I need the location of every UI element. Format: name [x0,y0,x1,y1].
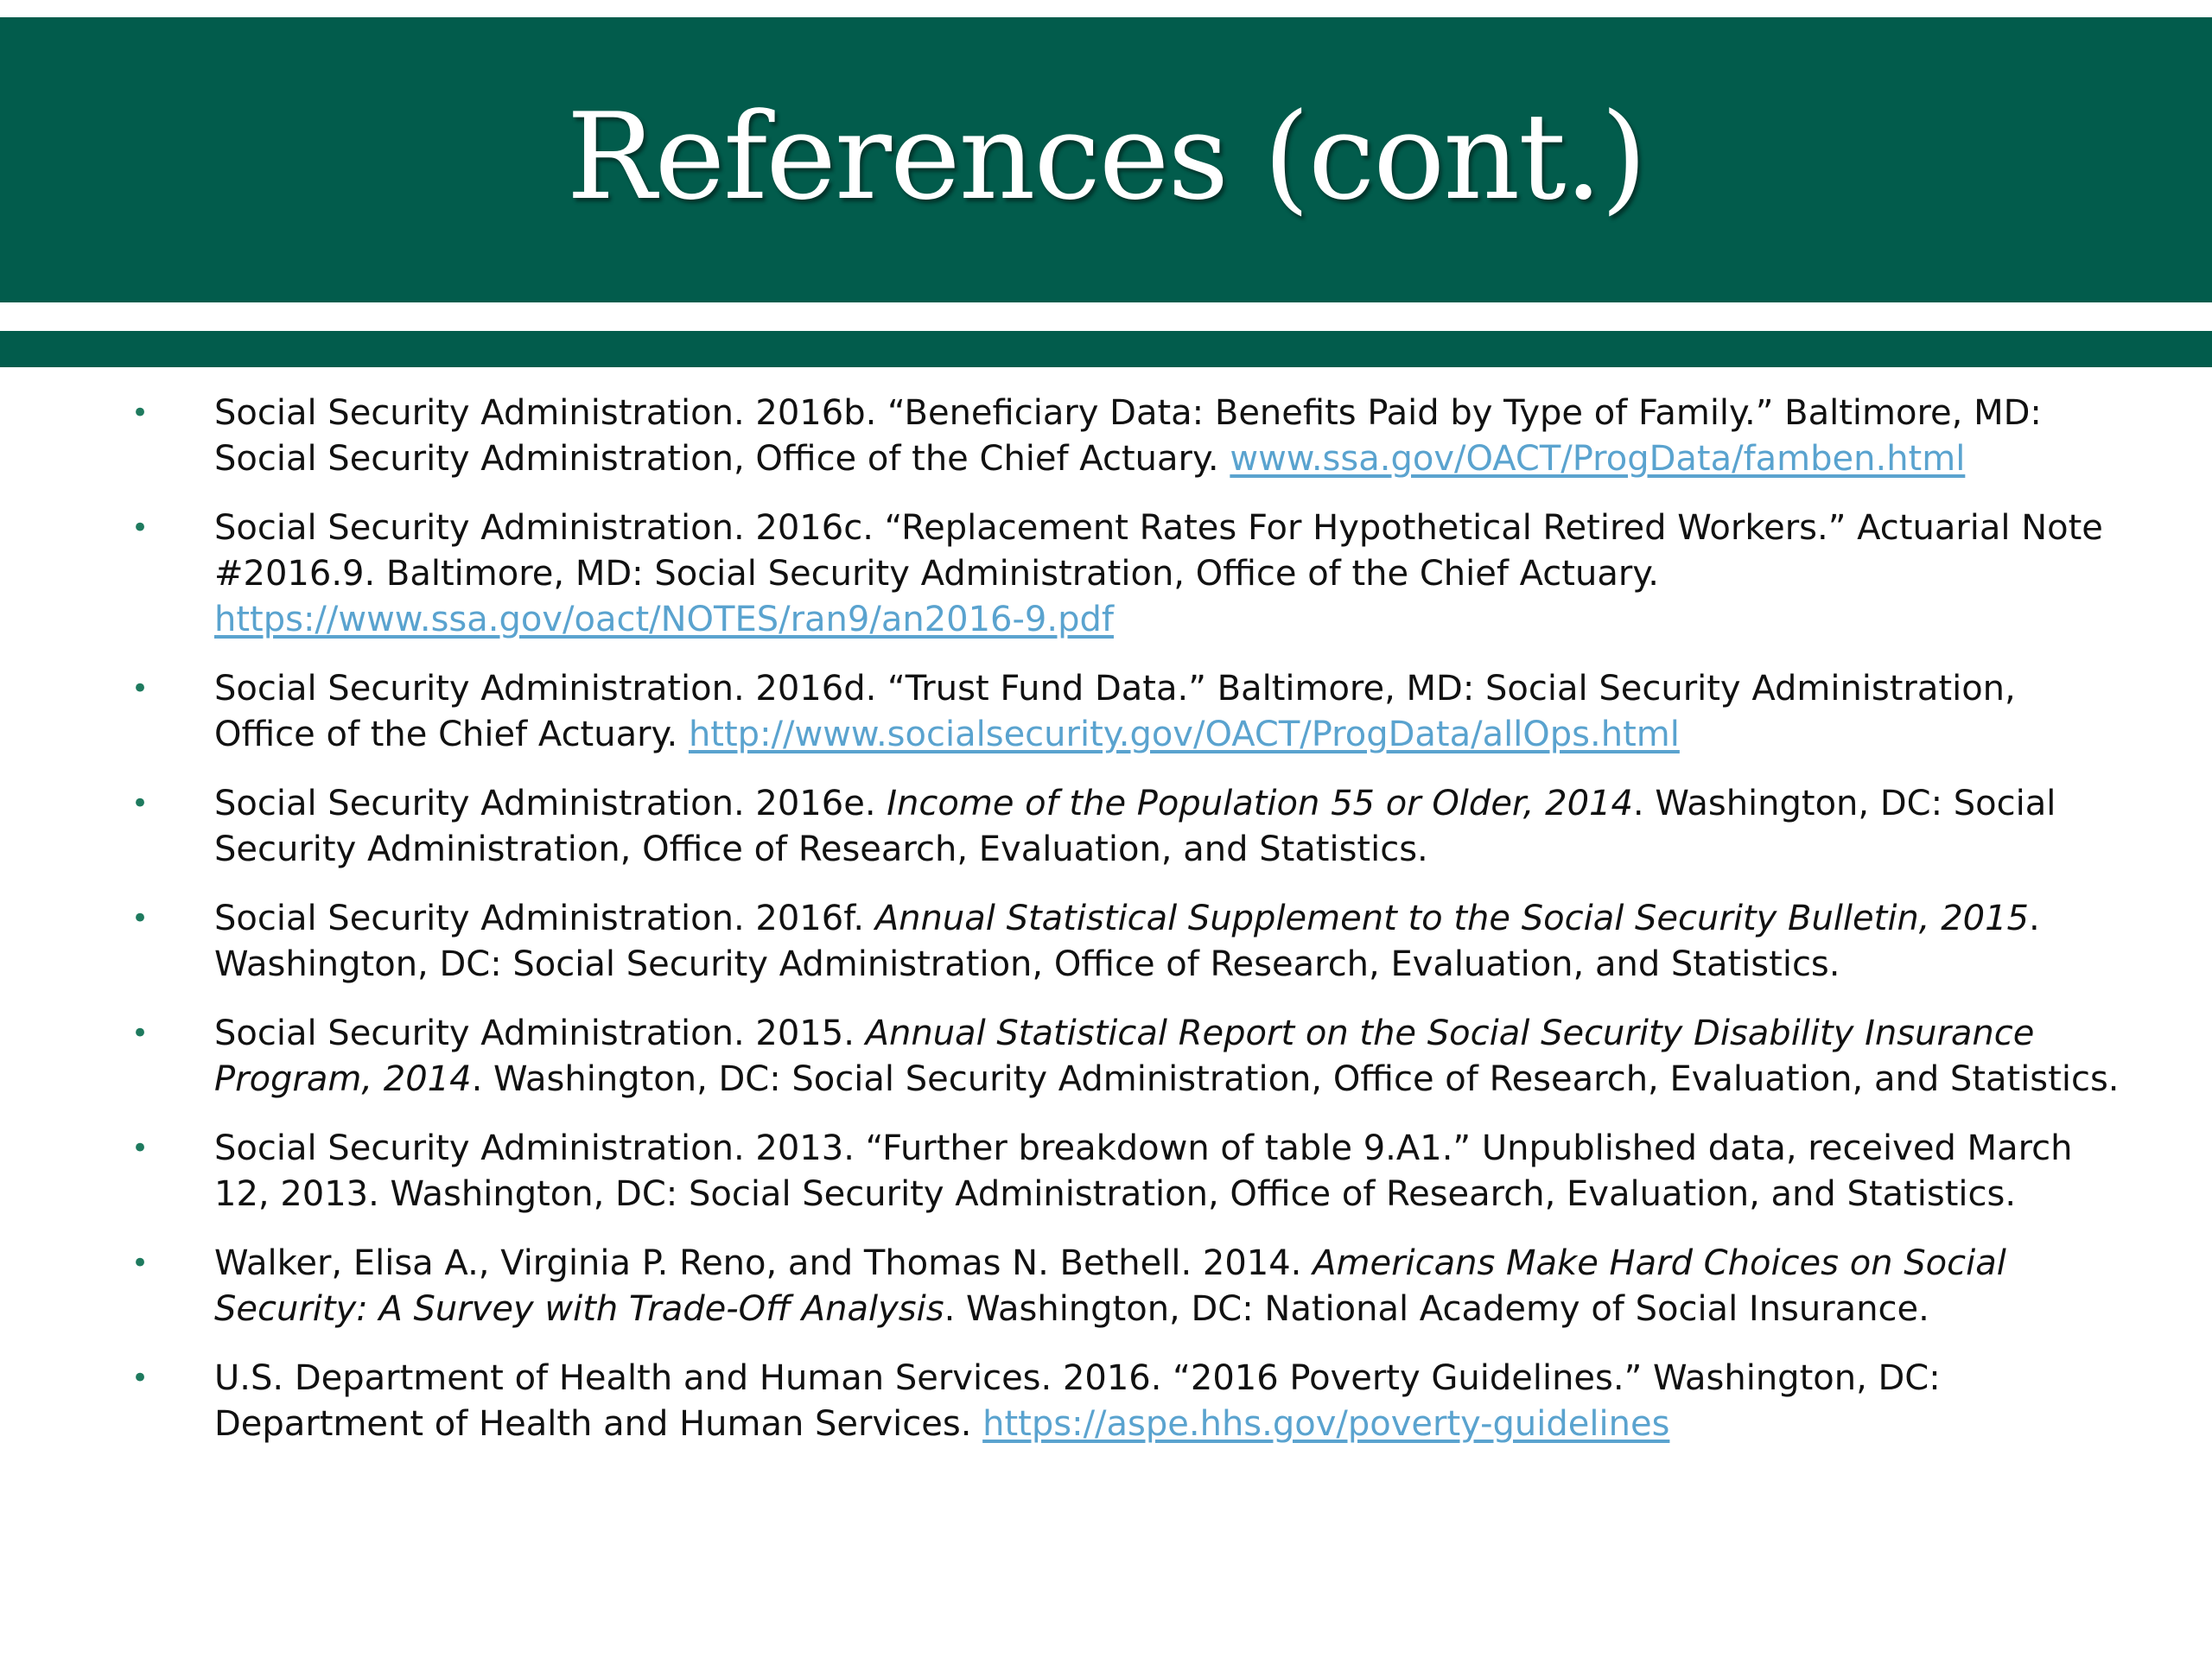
reference-link[interactable]: http://www.socialsecurity.gov/OACT/ProgData/allOps.html [688,715,1680,754]
reference-segment: . Washington, DC: National Academy of Social Insurance. [944,1289,1929,1329]
reference-text [214,784,2056,869]
reference-title: Americans Make Hard Choices on Social Security: A Survey with Trade-Off Analysis [214,1243,2006,1329]
reference-segment: U.S. Department of Health and Human Services. 2016. “2016 Poverty Guidelines.” Washington, DC: Department of Health and Human Services. [214,1358,1941,1444]
reference-segment: . Washington, DC: Social Security Administration, Office of Research, Evaluation, and Statistics. [214,784,2056,869]
reference-link[interactable]: https://aspe.hhs.gov/poverty-guidelines [982,1404,1670,1444]
reference-item [0,1241,2212,1332]
reference-text [214,393,2042,479]
reference-item [0,1011,2212,1103]
reference-item [0,666,2212,758]
reference-segment: Social Security Administration. 2016c. “Replacement Rates For Hypothetical Retired Workers.” Actuarial Note #2016.9. Baltimore, MD: Social Security Administration, Office of the Chief Actuary. [214,508,2103,594]
reference-segment: . Washington, DC: Social Security Administration, Office of Research, Evaluation, and Statistics. [471,1059,2120,1099]
bullet-icon: • [131,786,149,821]
reference-item [0,1126,2212,1217]
reference-text [214,508,2103,639]
reference-segment: Social Security Administration. 2016b. “Beneficiary Data: Benefits Paid by Type of Family.” Baltimore, MD: Social Security Administration, Office of the Chief Actuary. [214,393,2042,479]
reference-text [214,669,2016,754]
bullet-icon: • [131,511,149,545]
reference-text [214,1014,2120,1099]
reference-text [214,899,2040,984]
bullet-icon: • [131,901,149,936]
reference-title: Annual Statistical Report on the Social Security Disability Insurance Program, 2014 [214,1014,2035,1099]
reference-item [0,896,2212,988]
reference-segment: Social Security Administration. 2016d. “Trust Fund Data.” Baltimore, MD: Social Security Administration, Office of the Chief Actuary. [214,669,2016,754]
reference-text [214,1128,2073,1214]
reference-segment: Social Security Administration. 2016e. [214,784,887,823]
reference-item [0,505,2212,643]
bullet-icon: • [131,1361,149,1395]
reference-text [214,1358,1941,1444]
reference-item [0,781,2212,873]
reference-segment: Walker, Elisa A., Virginia P. Reno, and Thomas N. Bethell. 2014. [214,1243,1313,1283]
reference-link[interactable]: www.ssa.gov/OACT/ProgData/famben.html [1230,439,1966,479]
reference-segment: . Washington, DC: Social Security Administration, Office of Research, Evaluation, and Statistics. [214,899,2040,984]
reference-segment: Social Security Administration. 2015. [214,1014,866,1053]
title-band [0,17,2212,302]
reference-title: Annual Statistical Supplement to the Social Security Bulletin, 2015 [874,899,2030,938]
bullet-icon: • [131,1016,149,1051]
accent-bar [0,331,2212,367]
slide-title: References (cont.) [566,86,1646,226]
bullet-icon: • [131,1246,149,1281]
reference-segment: Social Security Administration. 2016f. [214,899,875,938]
reference-item [0,391,2212,482]
reference-item [0,1356,2212,1447]
bullet-icon: • [131,396,149,430]
reference-segment: Social Security Administration. 2013. “Further breakdown of table 9.A1.” Unpublished data, received March 12, 2013. Washington, DC: Social Security Administration, Office of Research, Evaluation, and Statistics. [214,1128,2073,1214]
reference-text [214,1243,2006,1329]
bullet-icon: • [131,1131,149,1166]
reference-title: Income of the Population 55 or Older, 2014 [887,784,1633,823]
reference-list [0,391,2212,1471]
reference-link[interactable]: https://www.ssa.gov/oact/NOTES/ran9/an2016-9.pdf [214,600,1114,639]
bullet-icon: • [131,671,149,706]
